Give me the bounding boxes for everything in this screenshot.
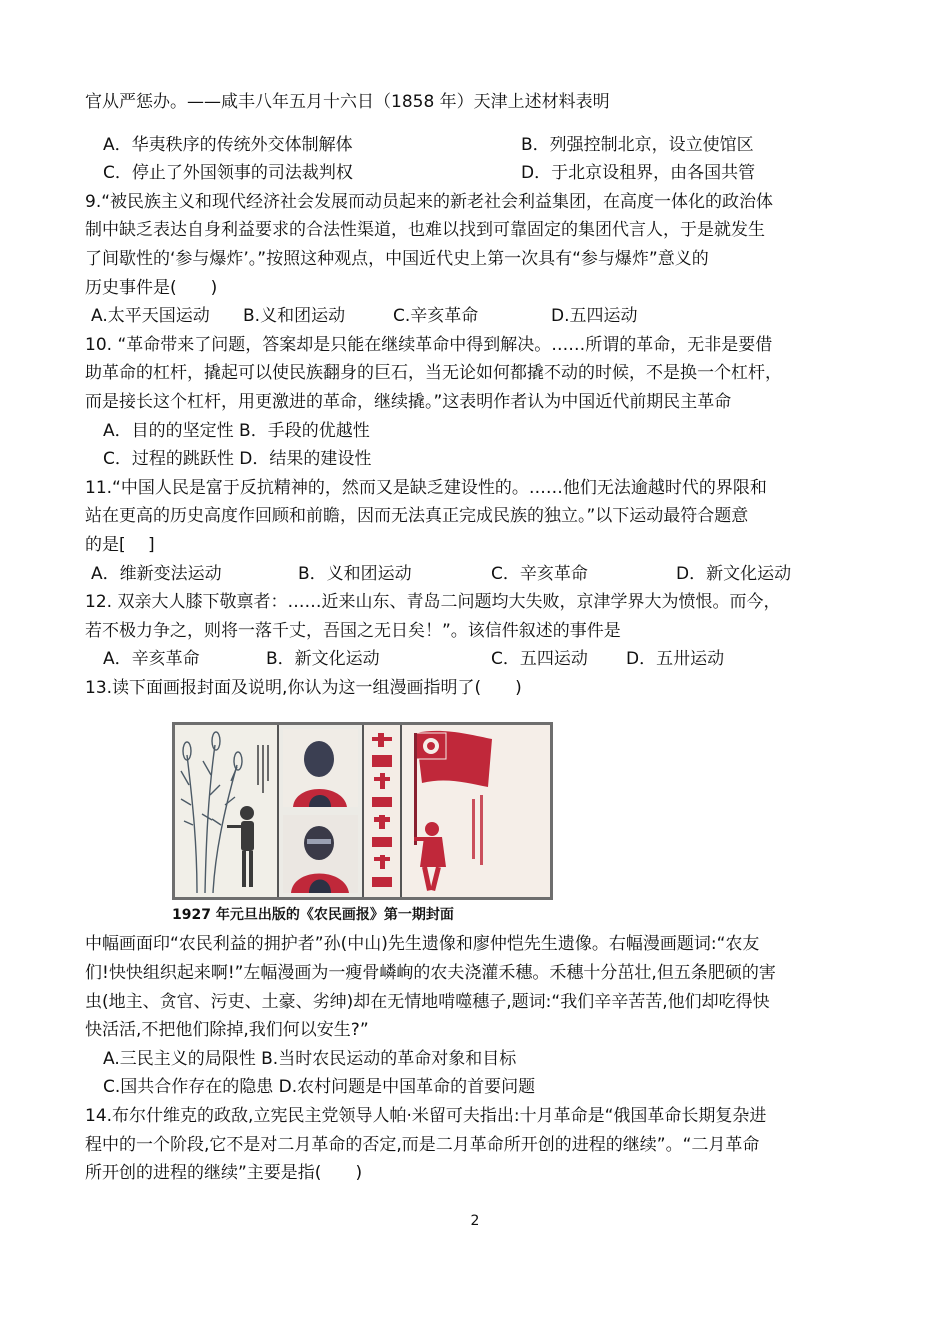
q9-options	[85, 302, 885, 331]
q8-option-b[interactable]: B．列强控制北京，设立使馆区	[521, 134, 754, 155]
q14-stem: 14.布尔什维克的政敌,立宪民主党领导人帕·米留可夫指出:十月革命是“俄国革命长期复杂进	[85, 1106, 767, 1127]
q9-option-b[interactable]: B.义和团运动	[243, 306, 346, 327]
figure-caption: 1927 年元旦出版的《农民画报》第一期封面	[172, 907, 454, 924]
text-line: 官从严惩办。——咸丰八年五月十六日（1858 年）天津上述材料表明	[85, 92, 610, 112]
q12-option-d[interactable]: D．五卅运动	[626, 649, 725, 670]
q13-description: 们!快快组织起来啊!”左幅漫画为一瘦骨嶙峋的农夫浇灌禾穗。禾穗十分茁壮,但五条肥硕的害	[85, 963, 776, 984]
flag-panel	[402, 725, 550, 897]
q11-option-b[interactable]: B．义和团运动	[298, 563, 412, 584]
q11-stem: 站在更高的历史高度作回顾和前瞻，因而无法真正完成民族的独立。”以下运动最符合题意	[85, 506, 749, 527]
q11-option-a[interactable]: A．维新变法运动	[91, 563, 222, 584]
q8-options-row2	[85, 159, 885, 188]
farmer-illustration	[175, 725, 277, 897]
q13-stem: 13.读下面画报封面及说明,你认为这一组漫画指明了( )	[85, 677, 522, 698]
q9-stem: 了间歇性的‘参与爆炸’。”按照这种观点，中国近代史上第一次具有“参与爆炸”意义的	[85, 248, 709, 269]
q8-options-row1	[85, 131, 885, 160]
q13-description: 中幅画面印“农民利益的拥护者”孙(中山)先生遗像和廖仲恺先生遗像。右幅漫画题词:“农友	[85, 934, 760, 955]
q11-option-d[interactable]: D．新文化运动	[676, 563, 792, 584]
q9-option-d[interactable]: D.五四运动	[551, 306, 638, 327]
q11-options	[85, 560, 885, 589]
q13-description: 虫(地主、贪官、污吏、土豪、劣绅)却在无情地啃噬穗子,题词:“我们辛辛苦苦,他们却吃得快	[85, 991, 770, 1012]
q8-option-c[interactable]: C．停止了外国领事的司法裁判权	[103, 163, 353, 184]
q9-stem: 9.“被民族主义和现代经济社会发展而动员起来的新老社会利益集团，在高度一体化的政治体	[85, 191, 774, 212]
slogan-calligraphy	[364, 725, 400, 897]
q13-description: 快活活,不把他们除掉,我们何以安生?”	[85, 1020, 369, 1041]
q12-option-c[interactable]: C．五四运动	[491, 649, 588, 670]
q11-option-c[interactable]: C．辛亥革命	[491, 563, 588, 584]
q10-stem: 而是接长这个杠杆，用更激进的革命，继续撬。”这表明作者认为中国近代前期民主革命	[85, 391, 732, 412]
q12-options	[85, 645, 885, 674]
q12-stem: 12. 双亲大人膝下敬禀者：……近来山东、青岛二问题均大失败，京津学界大为愤恨。而今，	[85, 592, 781, 613]
q13-options-cd[interactable]: C.国共合作存在的隐患 D.农村问题是中国革命的首要问题	[103, 1077, 536, 1098]
q9-option-a[interactable]: A.太平天国运动	[91, 306, 210, 327]
q10-stem: 10. “革命带来了问题，答案却是只能在继续革命中得到解决。……所谓的革命，无非是要借	[85, 334, 773, 355]
q13-options-ab[interactable]: A.三民主义的局限性 B.当时农民运动的革命对象和目标	[103, 1048, 517, 1069]
page-body	[85, 88, 885, 1188]
portraits-panel	[279, 725, 364, 897]
q9-stem: 历史事件是( )	[85, 277, 218, 298]
q9-stem: 制中缺乏表达自身利益要求的合法性渠道，也难以找到可靠固定的集团代言人，于是就发生	[85, 220, 765, 241]
flag-illustration	[402, 725, 499, 897]
page-number: 2	[470, 1213, 480, 1229]
q10-stem: 助革命的杠杆，撬起可以使民族翻身的巨石，当无论如何都撬不动的时候，不是换一个杠杆，	[85, 363, 782, 384]
q10-options-ab[interactable]: A．目的的坚定性 B．手段的优越性	[103, 420, 370, 441]
farmer-watering-panel	[175, 725, 279, 897]
q9-option-c[interactable]: C.辛亥革命	[393, 306, 479, 327]
q11-stem: 的是[ ]	[85, 534, 155, 555]
q8-option-d[interactable]: D．于北京设租界，由各国共管	[521, 163, 756, 184]
red-slogan-column	[364, 725, 402, 897]
q14-stem: 程中的一个阶段,它不是对二月革命的否定,而是二月革命所开创的进程的继续”。“二月革命	[85, 1134, 760, 1155]
q14-stem: 所开创的进程的继续”主要是指( )	[85, 1163, 363, 1184]
q12-stem: 若不极力争之，则将一落千丈，吾国之无日矣！”。该信件叙述的事件是	[85, 620, 621, 641]
portrait-illustration	[279, 725, 362, 897]
q12-option-a[interactable]: A．辛亥革命	[103, 649, 200, 670]
q10-options-cd[interactable]: C．过程的跳跃性 D．结果的建设性	[103, 449, 372, 470]
q11-stem: 11.“中国人民是富于反抗精神的，然而又是缺乏建设性的。……他们无法逾越时代的界限和	[85, 477, 767, 498]
newspaper-cover-image	[172, 722, 553, 900]
newspaper-cover-figure	[85, 708, 885, 930]
q8-option-a[interactable]: A．华夷秩序的传统外交体制解体	[103, 134, 353, 155]
q12-option-b[interactable]: B．新文化运动	[266, 649, 380, 670]
